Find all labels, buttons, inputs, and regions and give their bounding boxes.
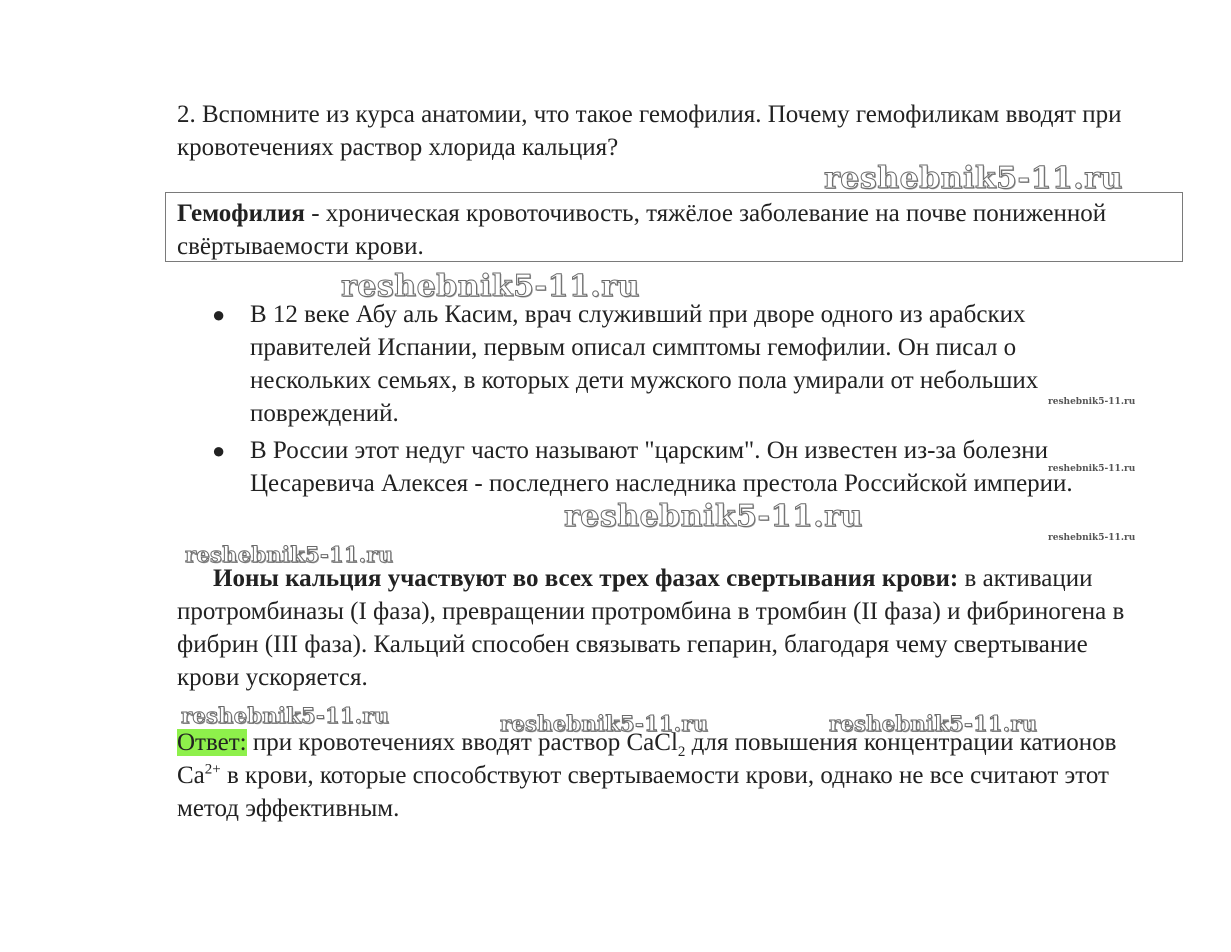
watermark: reshebnik5-11.ru <box>1048 533 1136 543</box>
definition-text: - хроническая кровоточивость, тяжёлое заболевание на почве пониженной свёртываемости крови. <box>177 200 1107 260</box>
watermark: reshebnik5-11.ru <box>824 161 1123 196</box>
watermark: reshebnik5-11.ru <box>185 542 394 567</box>
watermark: reshebnik5-11.ru <box>181 703 390 728</box>
calcium-bold: Ионы кальция участвуют во всех трех фазах свертывания крови: <box>213 565 959 592</box>
answer-superscript: 2+ <box>204 761 221 778</box>
answer-label: Ответ: <box>177 729 247 756</box>
fact-text: В России этот недуг часто называют "царским". Он известен из-за болезни Цесаревича Алексея - последнего наследника престола Российской империи. <box>250 437 1073 497</box>
answer-paragraph <box>177 726 1157 825</box>
watermark: reshebnik5-11.ru <box>1048 464 1136 474</box>
facts-list <box>212 298 1142 504</box>
watermark: reshebnik5-11.ru <box>500 711 709 736</box>
bullet-icon: ● <box>212 302 226 327</box>
watermark: reshebnik5-11.ru <box>829 711 1038 736</box>
fact-text: В 12 веке Абу аль Касим, врач служивший при дворе одного из арабских правителей Испании, первым описал симптомы гемофилии. Он писал о нескольких семьях, в которых дети мужского пола умирали от небольших повреждений. <box>250 301 1039 427</box>
watermark: reshebnik5-11.ru <box>1048 397 1136 407</box>
answer-text: при кровотечениях вводят раствор CaCl <box>246 729 678 756</box>
question-text: 2. Вспомните из курса анатомии, что такое гемофилия. Почему гемофиликам вводят при кровотечениях раствор хлорида кальция? <box>177 101 1122 161</box>
calcium-text: в активации протромбиназы (I фаза), превращении протромбина в тромбин (II фаза) и фибриногена в фибрин (III фаза). Кальций способен связывать гепарин, благодаря чему свертывание крови ускоряется. <box>177 565 1125 691</box>
definition-box <box>165 192 1183 262</box>
watermark: reshebnik5-11.ru <box>341 269 640 304</box>
answer-subscript: 2 <box>677 744 686 760</box>
definition-term: Гемофилия <box>177 200 305 227</box>
answer-text: для повышения концентрации катионов Ca <box>177 729 1117 789</box>
answer-text: в крови, которые способствуют свертываемости крови, однако не все считают этот метод эффективным. <box>177 762 1109 822</box>
list-item <box>212 298 1142 430</box>
watermark: reshebnik5-11.ru <box>564 499 863 534</box>
calcium-paragraph <box>177 562 1137 694</box>
list-item <box>212 434 1142 500</box>
bullet-icon: ● <box>212 438 226 463</box>
